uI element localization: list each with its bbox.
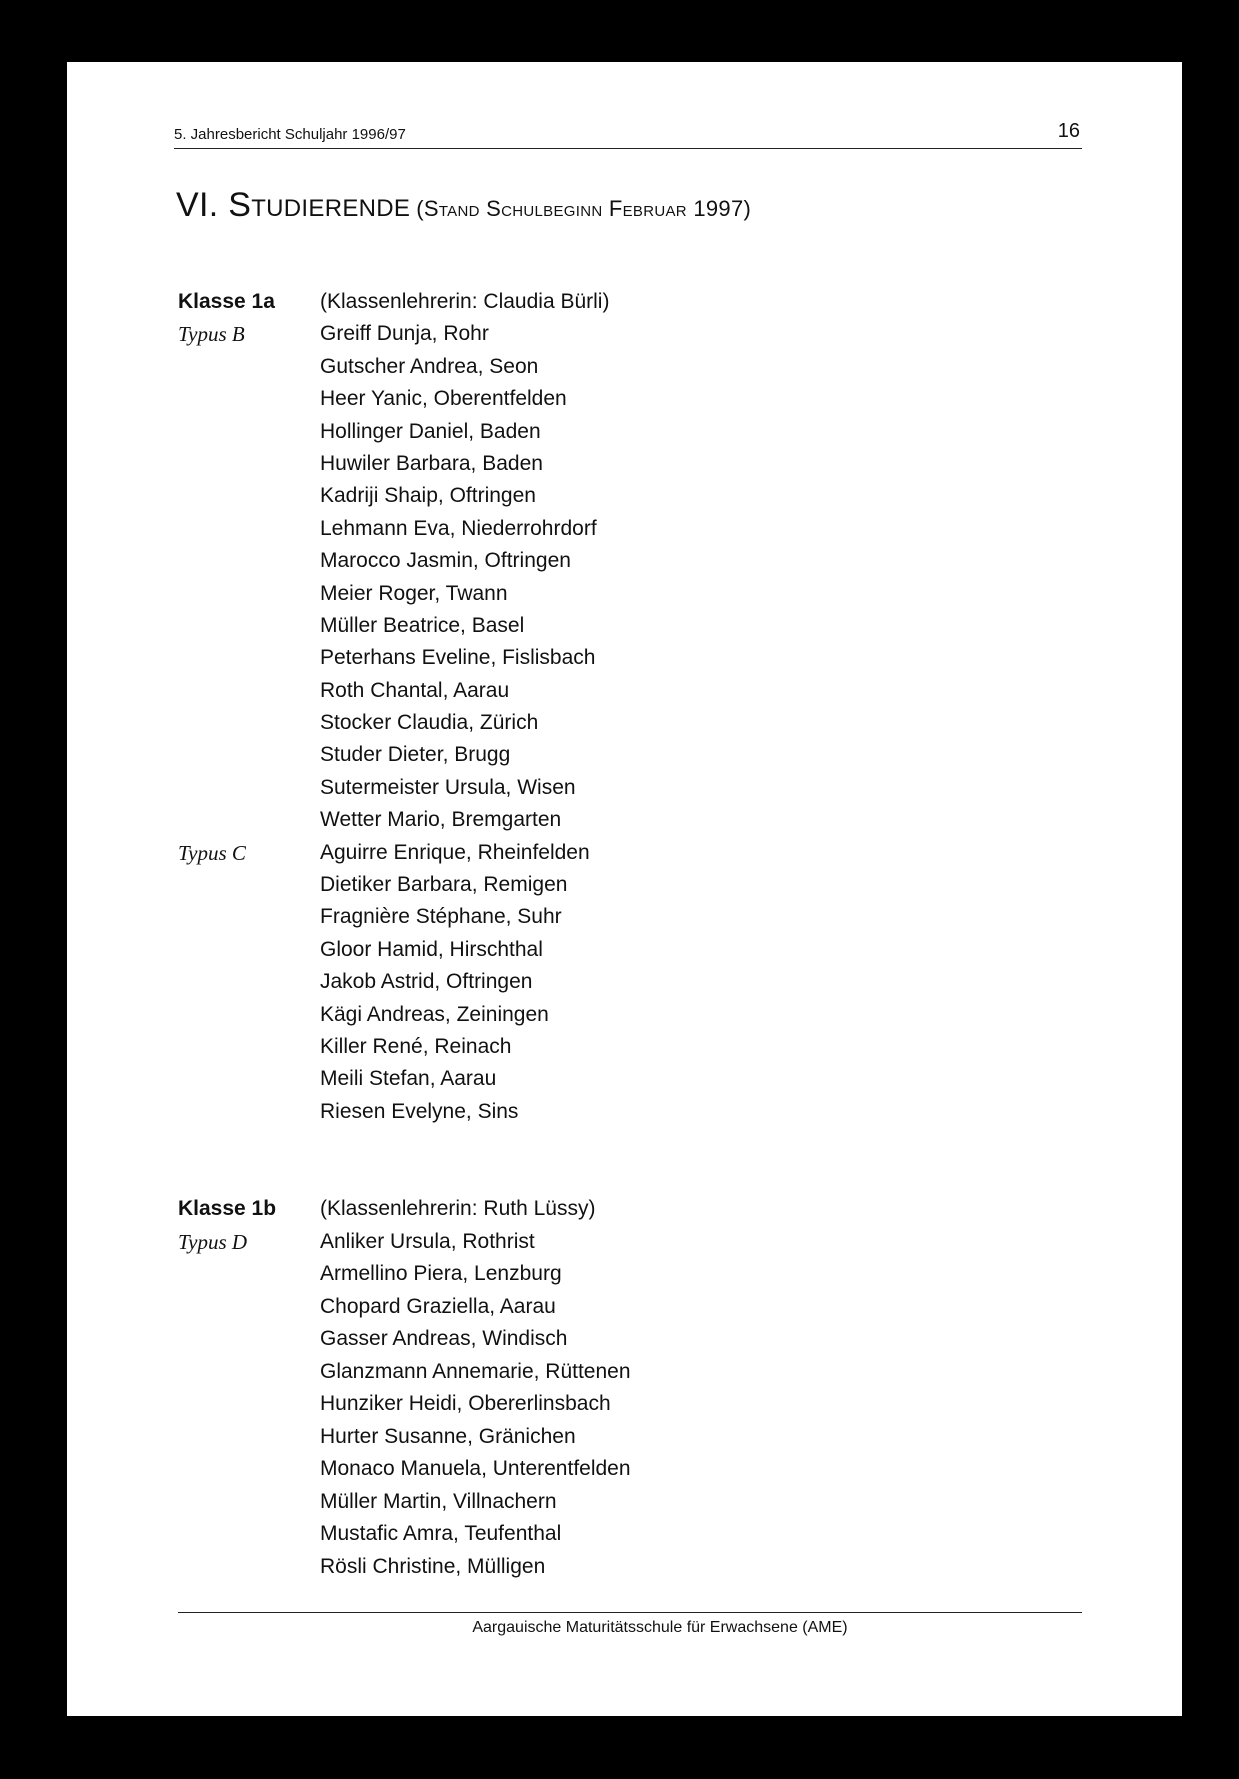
student-entry: Kägi Andreas, Zeiningen xyxy=(320,1002,549,1026)
typus-label: Typus C xyxy=(178,840,246,865)
student-row xyxy=(67,1457,1182,1490)
student-row xyxy=(67,808,1182,840)
section-subtitle: (Stand Schulbeginn Februar 1997) xyxy=(416,196,752,221)
student-entry: Marocco Jasmin, Oftringen xyxy=(320,549,571,573)
class-1b-section xyxy=(67,1197,1182,1587)
student-row xyxy=(67,938,1182,970)
student-row xyxy=(67,1490,1182,1523)
student-entry: Huwiler Barbara, Baden xyxy=(320,451,543,475)
student-entry: Hunziker Heidi, Obererlinsbach xyxy=(320,1392,611,1415)
student-row xyxy=(67,776,1182,808)
student-entry: Chopard Graziella, Aarau xyxy=(320,1294,556,1318)
student-row xyxy=(67,1100,1182,1132)
page-number: 16 xyxy=(1057,120,1080,142)
student-row xyxy=(67,549,1182,581)
class-teacher: (Klassenlehrerin: Claudia Bürli) xyxy=(320,290,610,313)
student-entry: Meier Roger, Twann xyxy=(320,581,508,605)
student-entry: Glanzmann Annemarie, Rüttenen xyxy=(320,1359,631,1383)
student-row xyxy=(67,679,1182,711)
student-entry: Hollinger Daniel, Baden xyxy=(320,419,541,443)
student-entry: Anliker Ursula, Rothrist xyxy=(320,1229,535,1253)
student-row xyxy=(67,1262,1182,1295)
student-entry: Gutscher Andrea, Seon xyxy=(320,354,539,378)
class-label: Klasse 1a xyxy=(178,290,275,313)
typus-label: Typus B xyxy=(178,322,245,347)
student-row xyxy=(67,1295,1182,1328)
page-header xyxy=(174,118,1082,149)
student-entry: Riesen Evelyne, Sins xyxy=(320,1099,519,1123)
student-row xyxy=(67,484,1182,516)
student-row xyxy=(67,452,1182,484)
student-entry: Armellino Piera, Lenzburg xyxy=(320,1262,562,1285)
student-entry: Heer Yanic, Oberentfelden xyxy=(320,387,567,411)
student-entry: Aguirre Enrique, Rheinfelden xyxy=(320,840,590,864)
student-row xyxy=(67,387,1182,419)
student-entry: Meili Stefan, Aarau xyxy=(320,1067,497,1091)
student-entry: Hurter Susanne, Gränichen xyxy=(320,1424,576,1448)
student-row xyxy=(67,1035,1182,1067)
student-entry: Müller Beatrice, Basel xyxy=(320,613,525,637)
page-footer xyxy=(178,1612,1082,1637)
student-entry: Monaco Manuela, Unterentfelden xyxy=(320,1457,631,1480)
student-row xyxy=(67,420,1182,452)
student-entry: Stocker Claudia, Zürich xyxy=(320,711,539,735)
class-header-row xyxy=(67,1197,1182,1230)
student-entry: Studer Dieter, Brugg xyxy=(320,743,511,767)
student-row xyxy=(67,1067,1182,1099)
document-page xyxy=(67,62,1182,1716)
section-heading xyxy=(176,186,751,225)
student-row xyxy=(67,905,1182,937)
typus-label: Typus D xyxy=(178,1229,248,1254)
student-row xyxy=(67,970,1182,1002)
student-entry: Kadriji Shaip, Oftringen xyxy=(320,484,536,508)
student-entry: Lehmann Eva, Niederrohrdorf xyxy=(320,516,597,540)
student-entry: Jakob Astrid, Oftringen xyxy=(320,970,533,994)
student-entry: Roth Chantal, Aarau xyxy=(320,678,510,702)
student-row xyxy=(67,841,1182,873)
student-row xyxy=(67,355,1182,387)
student-entry: Sutermeister Ursula, Wisen xyxy=(320,775,576,799)
student-row xyxy=(67,1522,1182,1555)
student-row xyxy=(67,1003,1182,1035)
student-row xyxy=(67,711,1182,743)
student-row xyxy=(67,1392,1182,1425)
student-row xyxy=(67,582,1182,614)
student-row xyxy=(67,873,1182,905)
student-row xyxy=(67,322,1182,354)
class-1a-section xyxy=(67,290,1182,1132)
student-row xyxy=(67,614,1182,646)
student-row xyxy=(67,646,1182,678)
student-row xyxy=(67,517,1182,549)
student-entry: Peterhans Eveline, Fislisbach xyxy=(320,646,596,670)
class-teacher: (Klassenlehrerin: Ruth Lüssy) xyxy=(320,1197,596,1220)
student-entry: Wetter Mario, Bremgarten xyxy=(320,808,562,832)
student-row xyxy=(67,1555,1182,1588)
student-entry: Müller Martin, Villnachern xyxy=(320,1489,557,1513)
report-title: 5. Jahresbericht Schuljahr 1996/97 xyxy=(174,126,406,143)
section-title: VI. Studierende xyxy=(176,186,411,224)
student-row xyxy=(67,743,1182,775)
student-entry: Gloor Hamid, Hirschthal xyxy=(320,937,543,961)
student-entry: Mustafic Amra, Teufenthal xyxy=(320,1522,562,1545)
footer-school-name: Aargauische Maturitätsschule für Erwachsene (AME) xyxy=(472,1619,848,1636)
student-entry: Rösli Christine, Mülligen xyxy=(320,1554,546,1578)
student-row xyxy=(67,1327,1182,1360)
class-label: Klasse 1b xyxy=(178,1197,277,1220)
student-row xyxy=(67,1425,1182,1458)
student-entry: Killer René, Reinach xyxy=(320,1034,512,1058)
student-entry: Fragnière Stéphane, Suhr xyxy=(320,905,562,929)
class-header-row xyxy=(67,290,1182,322)
student-row xyxy=(67,1360,1182,1393)
student-entry: Greiff Dunja, Rohr xyxy=(320,322,489,346)
student-row xyxy=(67,1230,1182,1263)
student-entry: Dietiker Barbara, Remigen xyxy=(320,873,568,897)
student-entry: Gasser Andreas, Windisch xyxy=(320,1327,568,1350)
